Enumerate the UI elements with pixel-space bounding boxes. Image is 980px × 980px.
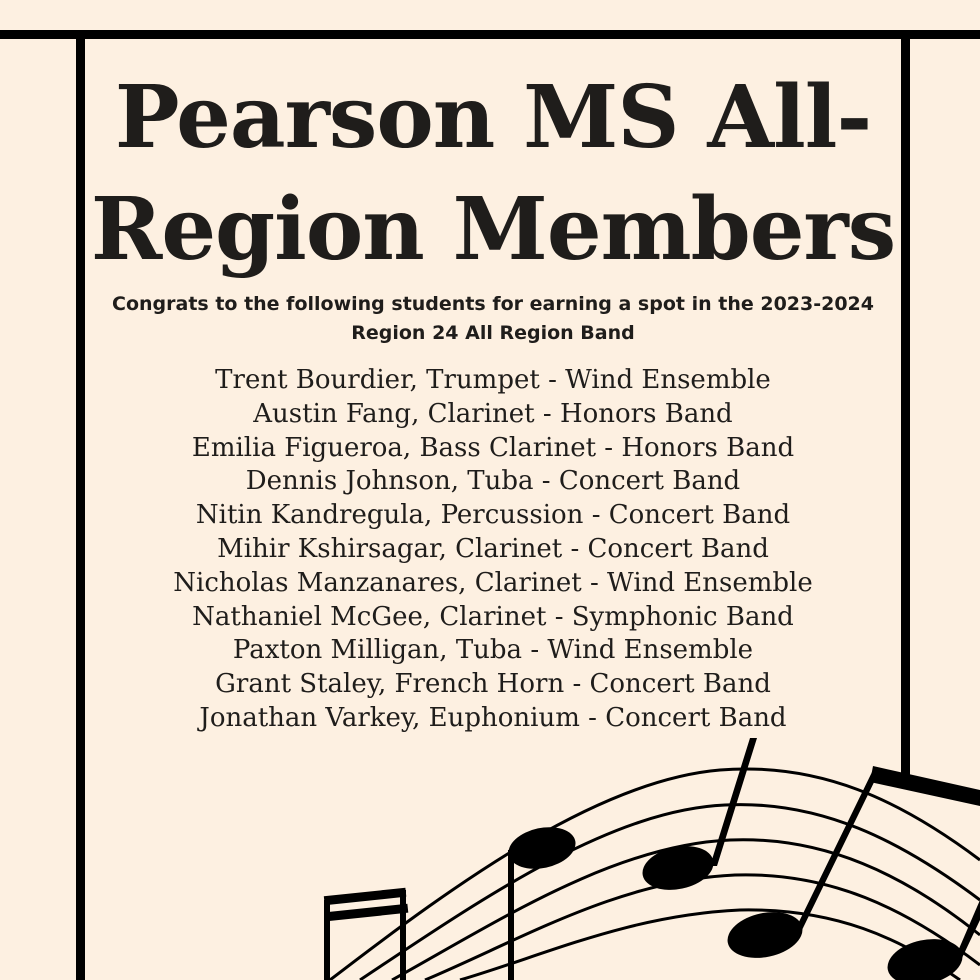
- frame-left-border: [76, 30, 85, 980]
- frame-right-border: [901, 30, 910, 780]
- member-item: Nathaniel McGee, Clarinet - Symphonic Band: [192, 601, 794, 632]
- member-item: Jonathan Varkey, Euphonium - Concert Band: [199, 702, 787, 733]
- member-item: Nitin Kandregula, Percussion - Concert Band: [195, 500, 791, 531]
- poster-subtitle: Congrats to the following students for earning a spot in the 2023-2024 Region 24 All Region Band: [112, 293, 874, 344]
- member-item: Nicholas Manzanares, Clarinet - Wind Ensemble: [173, 567, 813, 598]
- member-item: Mihir Kshirsagar, Clarinet - Concert Band: [217, 533, 769, 564]
- member-item: Trent Bourdier, Trumpet - Wind Ensemble: [215, 365, 771, 395]
- frame-top-border: [0, 30, 980, 39]
- member-item: Austin Fang, Clarinet - Honors Band: [253, 398, 733, 429]
- member-item: Emilia Figueroa, Bass Clarinet - Honors Band: [191, 432, 795, 463]
- member-item: Grant Staley, French Horn - Concert Band: [215, 669, 771, 700]
- music-staff-icon: [300, 720, 980, 980]
- member-item: Dennis Johnson, Tuba - Concert Band: [245, 466, 741, 497]
- member-list: [90, 364, 896, 736]
- poster-title: Pearson MS All-Region Members: [90, 67, 896, 280]
- member-item: Paxton Milligan, Tuba - Wind Ensemble: [232, 635, 754, 666]
